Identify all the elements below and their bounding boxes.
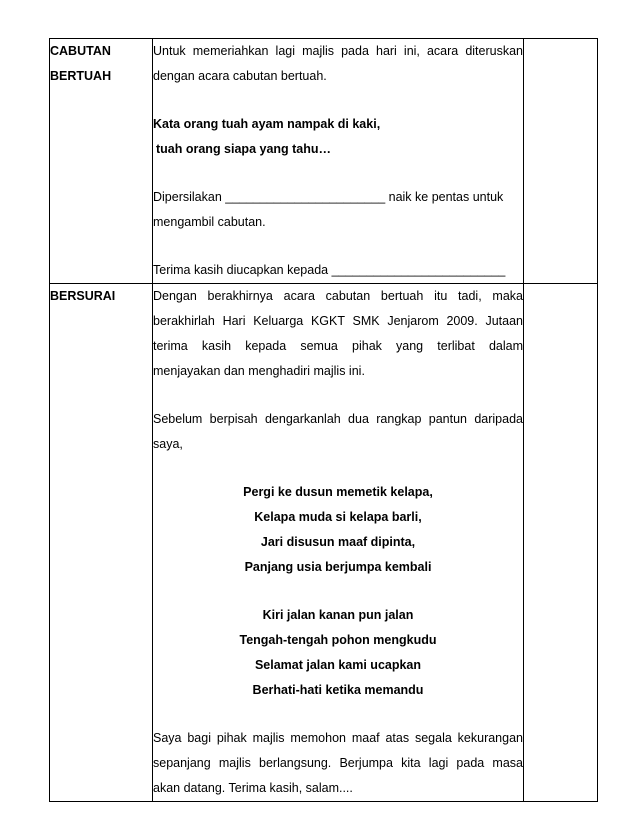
thanks-paragraph <box>153 258 523 283</box>
quote-paragraph <box>153 112 523 162</box>
section-label-line: BERSURAI <box>50 289 116 303</box>
pantun-line: Jari disusun maaf dipinta, <box>260 535 416 549</box>
programme-script-table <box>49 38 598 802</box>
section-label-line: BERTUAH <box>50 69 112 83</box>
pantun-intro-paragraph <box>153 407 523 457</box>
text-line: sepanjang majlis berlangsung. Berjumpa kita lagi pada masa <box>153 756 523 770</box>
farewell-paragraph <box>153 726 523 801</box>
text-line: menjayakan dan menghadiri majlis ini. <box>153 364 365 378</box>
text-line: Dipersilakan _______________________ naik ke pentas untuk <box>153 190 504 204</box>
pantun-line: Kiri jalan kanan pun jalan <box>262 608 414 622</box>
section-label-cell <box>50 284 153 802</box>
text-line: dengan acara cabutan bertuah. <box>153 69 327 83</box>
checkbox-cell <box>524 284 598 802</box>
pantun-line: Selamat jalan kami ucapkan <box>254 658 422 672</box>
text-line: akan datang. Terima kasih, salam.... <box>153 781 353 795</box>
pantun-line: Kelapa muda si kelapa barli, <box>254 510 422 524</box>
table-row-bersurai <box>50 284 598 802</box>
text-line: terima kasih kepada semua pihak yang terlibat dalam <box>153 339 523 353</box>
text-line: Dengan berakhirnya acara cabutan bertuah itu tadi, maka <box>153 289 523 303</box>
pantun-stanza-2 <box>153 603 523 703</box>
pantun-line: Panjang usia berjumpa kembali <box>244 560 432 574</box>
quote-line: tuah orang siapa yang tahu… <box>156 142 332 156</box>
text-line: berakhirlah Hari Keluarga KGKT SMK Jenjarom 2009. Jutaan <box>153 314 523 328</box>
text-line: Terima kasih diucapkan kepada _________________________ <box>153 263 506 277</box>
pantun-line: Pergi ke dusun memetik kelapa, <box>243 485 433 499</box>
section-script-cell <box>153 39 524 284</box>
quote-line: Kata orang tuah ayam nampak di kaki, <box>153 117 381 131</box>
pantun-line: Berhati-hati ketika memandu <box>252 683 424 697</box>
text-line: mengambil cabutan. <box>153 215 266 229</box>
intro-paragraph <box>153 39 523 89</box>
text-line: Sebelum berpisah dengarkanlah dua rangkap pantun daripada <box>153 412 523 426</box>
section-script-cell <box>153 284 524 802</box>
section-label-cell <box>50 39 153 284</box>
table-row-cabutan-bertuah <box>50 39 598 284</box>
invite-paragraph <box>153 185 523 235</box>
text-line: Saya bagi pihak majlis memohon maaf atas segala kekurangan <box>153 731 523 745</box>
pantun-stanza-1 <box>153 480 523 580</box>
checkbox-cell <box>524 39 598 284</box>
section-label-line: CABUTAN <box>50 44 111 58</box>
text-line: Untuk memeriahkan lagi majlis pada hari ini, acara diteruskan <box>153 44 523 58</box>
text-line: saya, <box>153 437 183 451</box>
closing-paragraph <box>153 284 523 384</box>
pantun-line: Tengah-tengah pohon mengkudu <box>239 633 437 647</box>
